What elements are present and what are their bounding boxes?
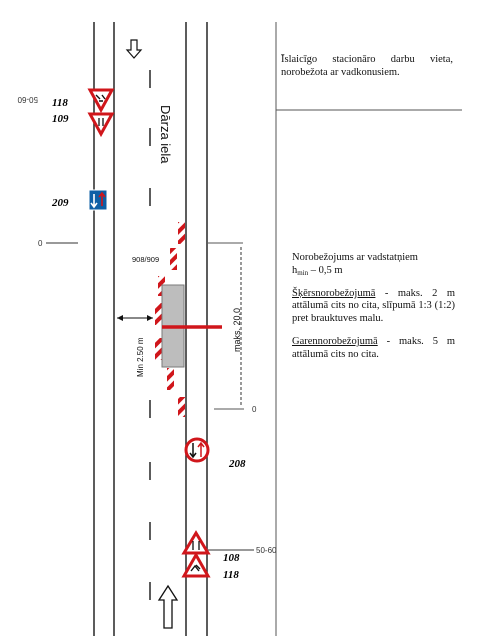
distance-label-mirrored: 50-60	[17, 95, 38, 104]
hmin-line: $h_{min} - 0,5$ m	[292, 264, 343, 277]
distance-label-bottom: 50-60	[256, 546, 277, 555]
priority-over-oncoming-sign-209	[89, 190, 107, 210]
sign-number-208: 208	[229, 458, 246, 470]
barrier-code-label: 908/909	[132, 255, 160, 264]
two-way-traffic-warning-sign-108	[184, 533, 208, 553]
distance-zero-right: 0	[252, 405, 257, 414]
max-length-label: maks. 20,0	[232, 307, 242, 352]
arrow-down-icon	[127, 40, 141, 58]
barrier-legend	[292, 252, 455, 362]
longitudinal-rule: Garennorobežojumā - maks. 5 m attālumā cits no cita.	[292, 335, 455, 360]
arrow-up-icon	[159, 586, 177, 628]
work-site-note: Īslaicīgo stacionāro darbu vieta, norobežota ar vadkonusiem.	[281, 54, 453, 78]
sign-number-109: 109	[52, 113, 69, 125]
roadworks-sign-118-bottom	[184, 555, 208, 576]
distance-zero-left: 0	[38, 239, 43, 248]
give-way-oncoming-round-sign-208	[186, 439, 208, 461]
street-name: Dārza iela	[158, 105, 173, 164]
sign-number-118-bottom: 118	[223, 569, 239, 581]
min-width-dimension	[117, 315, 153, 321]
min-width-label: Min 2.50 m	[136, 337, 145, 377]
transverse-rule: Šķērsnorobežojumā - maks. 2 m attālumā cits no cita, slīpumā 1:3 (1:2) pret brauktuves malu.	[292, 287, 455, 325]
sign-number-209: 209	[52, 197, 69, 209]
sign-number-108: 108	[223, 552, 240, 564]
sign-number-118-top: 118	[52, 97, 68, 109]
barrier-title: Norobežojums ar vadstatņiem	[292, 252, 418, 263]
